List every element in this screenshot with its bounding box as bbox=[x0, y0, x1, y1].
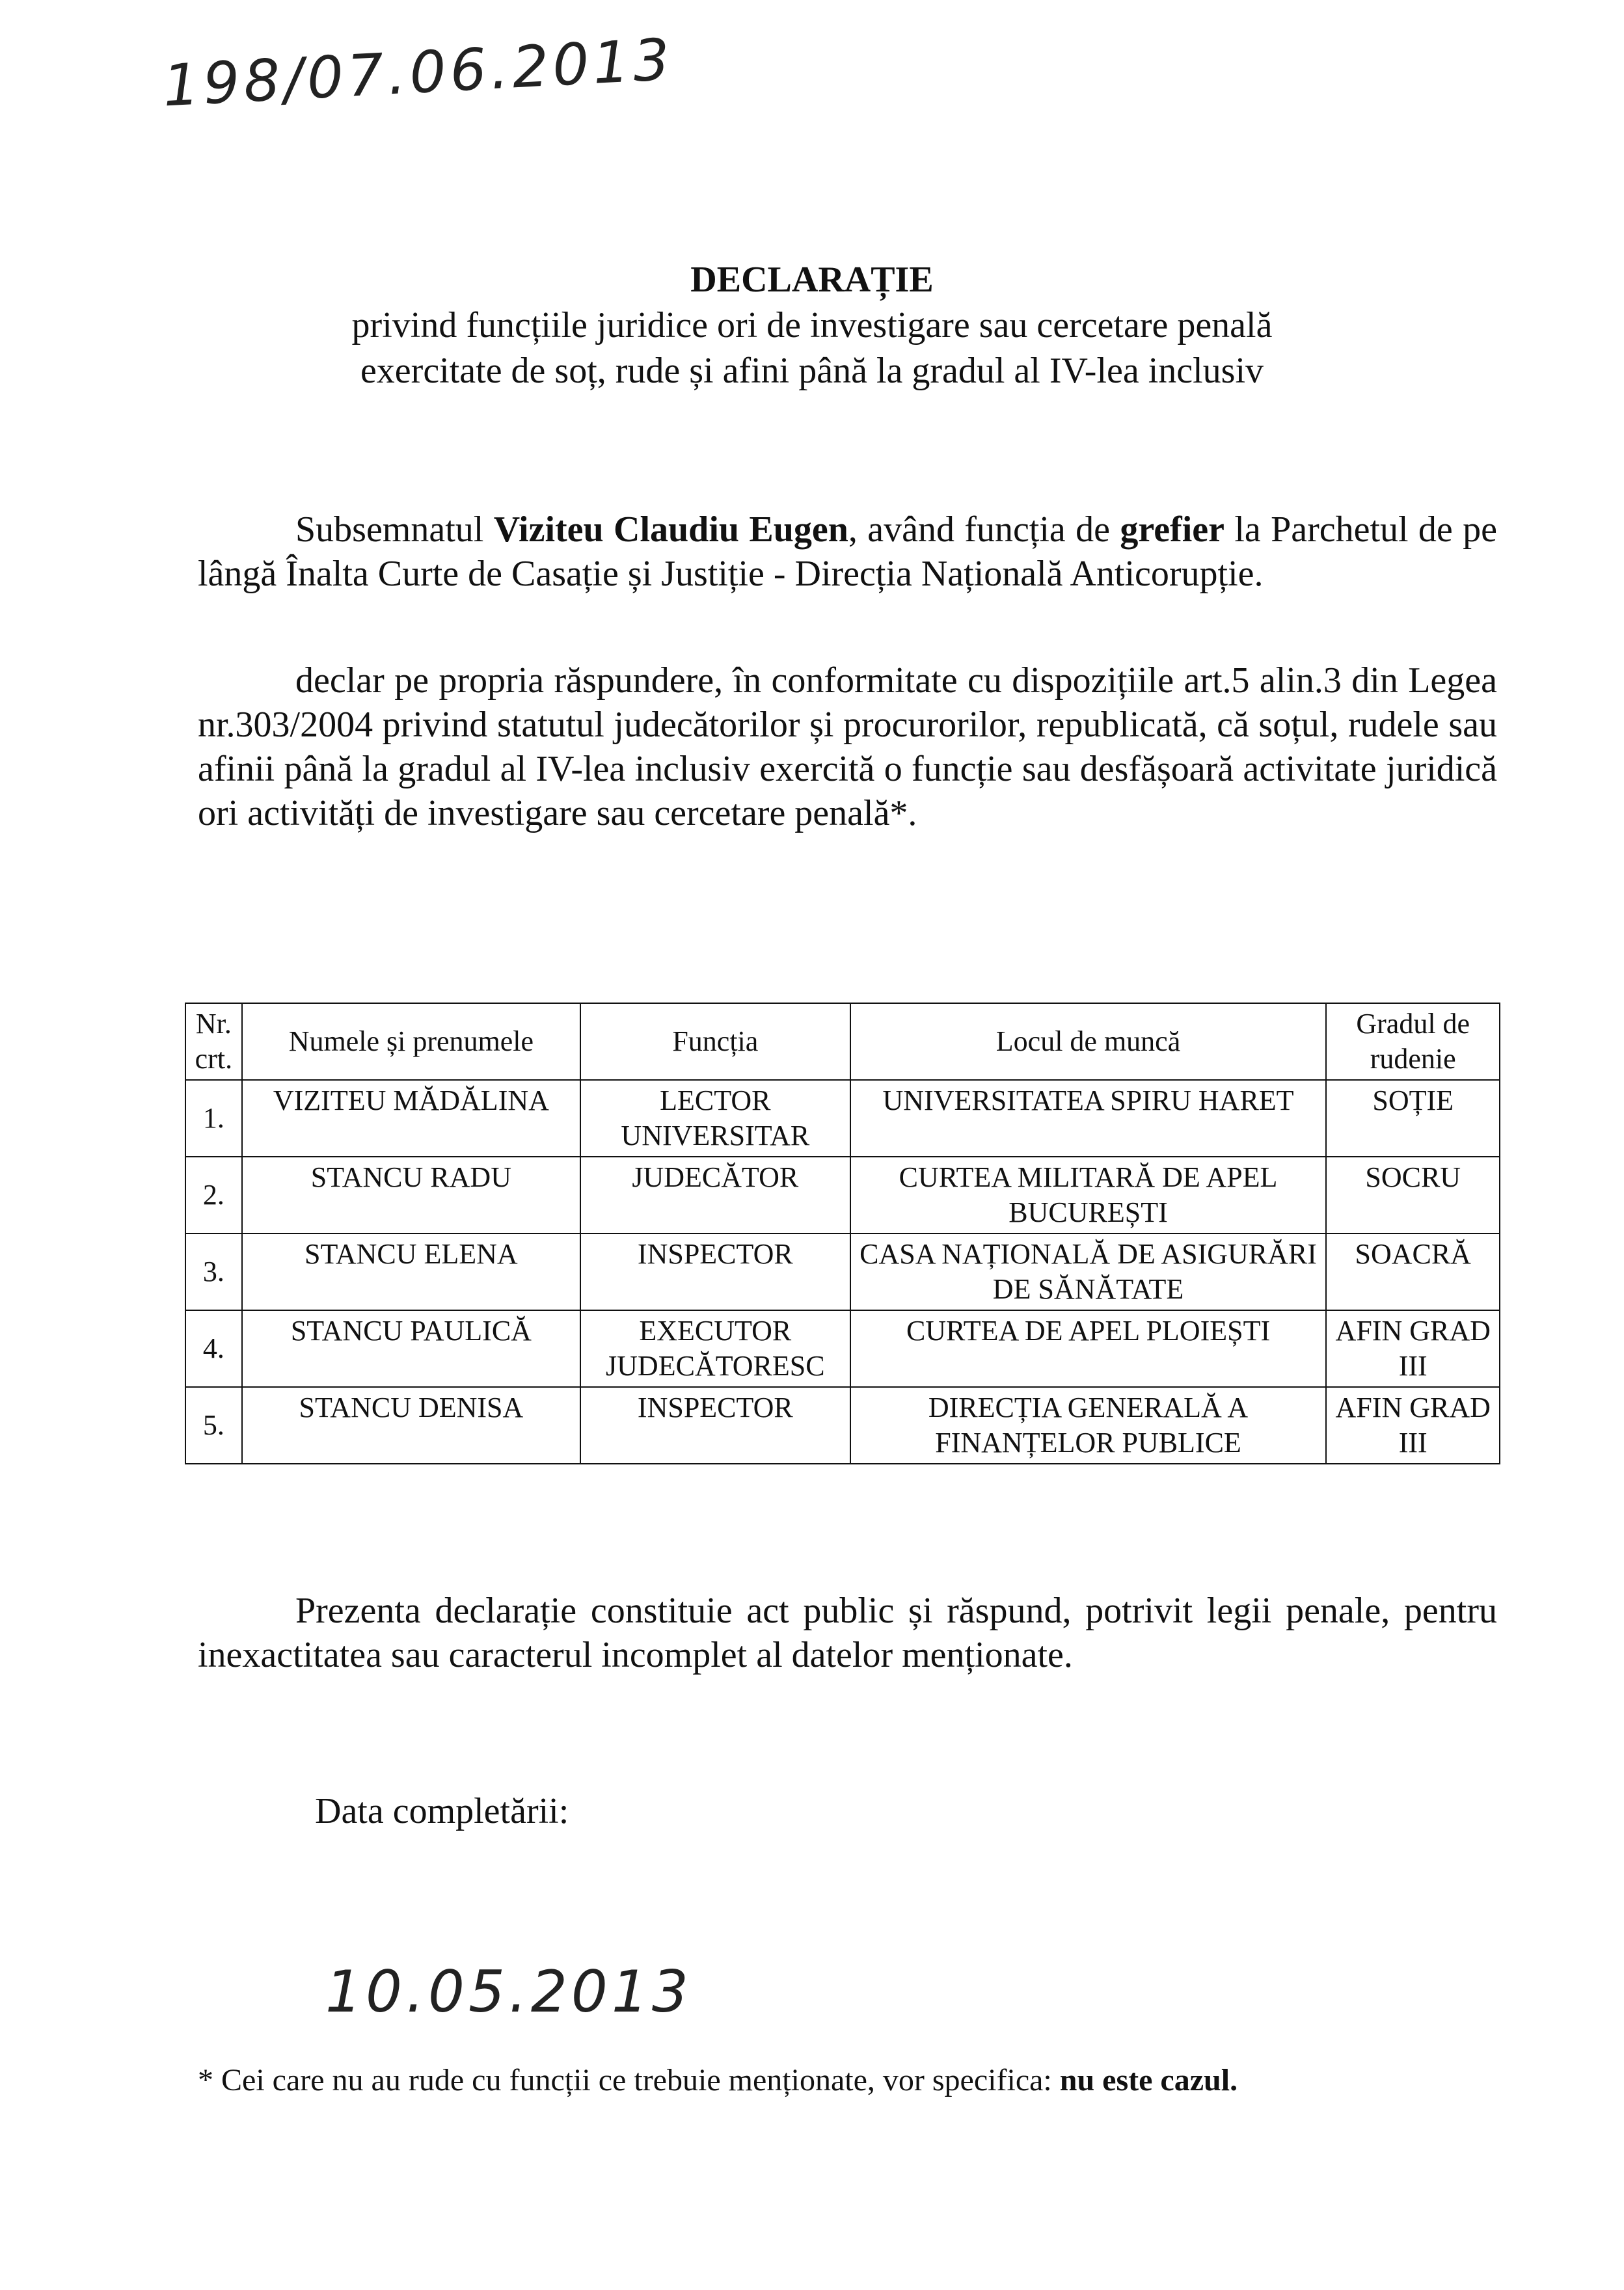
declaration-paragraph: declar pe propria răspundere, în conformitate cu dispozițiile art.5 alin.3 din Legea nr.303/2004 privind statutul judecătorilor și procurorilor, republicată, că soțul, rudele sau afinii până la gradul al IV-lea inclusiv exercită o funcție sau desfășoară activitate juridică ori activități de investigare sau cercetare penală*. bbox=[198, 660, 1497, 833]
header-name: Numele și prenumele bbox=[242, 1003, 580, 1080]
cell-name: STANCU PAULICĂ bbox=[242, 1310, 580, 1387]
cell-nr: 4. bbox=[185, 1310, 242, 1387]
cell-kinship: SOȚIE bbox=[1326, 1080, 1500, 1157]
institution-text: la Parchetul de pe lângă Înalta Curte de Casație și Justiție - Direcția Națională Anticorupție. bbox=[198, 509, 1497, 594]
subtitle-line-1: privind funcțiile juridice ori de investigare sau cercetare penală bbox=[351, 305, 1273, 345]
cell-function: LECTOR UNIVERSITAR bbox=[580, 1080, 850, 1157]
table-header-row bbox=[185, 1003, 1500, 1080]
intro-text: Subsemnatul bbox=[295, 509, 494, 550]
relatives-table bbox=[185, 1003, 1500, 1464]
declarant-role: grefier bbox=[1120, 509, 1225, 550]
cell-workplace: UNIVERSITATEA SPIRU HARET bbox=[850, 1080, 1327, 1157]
table-row bbox=[185, 1157, 1500, 1233]
footnote-bold: nu este cazul. bbox=[1059, 2063, 1238, 2097]
header-function: Funcția bbox=[580, 1003, 850, 1080]
cell-name: VIZITEU MĂDĂLINA bbox=[242, 1080, 580, 1157]
cell-kinship: SOACRĂ bbox=[1326, 1233, 1500, 1310]
table-row bbox=[185, 1387, 1500, 1464]
cell-function: INSPECTOR bbox=[580, 1233, 850, 1310]
footnote-text: * Cei care nu au rude cu funcții ce trebuie menționate, vor specifica: bbox=[198, 2063, 1060, 2097]
date-label: Data completării: bbox=[315, 1791, 569, 1831]
cell-nr: 1. bbox=[185, 1080, 242, 1157]
cell-nr: 3. bbox=[185, 1233, 242, 1310]
cell-nr: 5. bbox=[185, 1387, 242, 1464]
declarant-name: Viziteu Claudiu Eugen bbox=[493, 509, 848, 550]
declarant-paragraph bbox=[198, 507, 1497, 596]
table-row bbox=[185, 1233, 1500, 1310]
table-row bbox=[185, 1080, 1500, 1157]
header-kinship: Gradul de rudenie bbox=[1326, 1003, 1500, 1080]
cell-function: INSPECTOR bbox=[580, 1387, 850, 1464]
role-intro-text: , având funcția de bbox=[848, 509, 1120, 550]
cell-workplace: CURTEA DE APEL PLOIEȘTI bbox=[850, 1310, 1327, 1387]
footnote bbox=[198, 2062, 1238, 2098]
cell-workplace: CASA NAȚIONALĂ DE ASIGURĂRI DE SĂNĂTATE bbox=[850, 1233, 1327, 1310]
cell-function: EXECUTOR JUDECĂTORESC bbox=[580, 1310, 850, 1387]
public-act-paragraph: Prezenta declarație constituie act public și răspund, potrivit legii penale, pentru inexactitatea sau caracterul incomplet al datelor menționate. bbox=[198, 1591, 1497, 1675]
cell-kinship: AFIN GRAD III bbox=[1326, 1310, 1500, 1387]
table-row bbox=[185, 1310, 1500, 1387]
completion-date-handwritten: 10.05.2013 bbox=[325, 1958, 692, 2025]
cell-kinship: SOCRU bbox=[1326, 1157, 1500, 1233]
header-nr-crt: Nr. crt. bbox=[185, 1003, 242, 1080]
cell-name: STANCU DENISA bbox=[242, 1387, 580, 1464]
cell-name: STANCU ELENA bbox=[242, 1233, 580, 1310]
cell-function: JUDECĂTOR bbox=[580, 1157, 850, 1233]
title-block bbox=[0, 257, 1624, 394]
cell-workplace: CURTEA MILITARĂ DE APEL BUCUREȘTI bbox=[850, 1157, 1327, 1233]
document-title: DECLARAȚIE bbox=[690, 260, 934, 300]
cell-nr: 2. bbox=[185, 1157, 242, 1233]
header-workplace: Locul de muncă bbox=[850, 1003, 1327, 1080]
registration-number-handwritten: 198/07.06.2013 bbox=[161, 25, 675, 120]
subtitle-line-2: exercitate de soț, rude și afini până la gradul al IV-lea inclusiv bbox=[360, 351, 1264, 391]
cell-kinship: AFIN GRAD III bbox=[1326, 1387, 1500, 1464]
cell-workplace: DIRECȚIA GENERALĂ A FINANȚELOR PUBLICE bbox=[850, 1387, 1327, 1464]
cell-name: STANCU RADU bbox=[242, 1157, 580, 1233]
